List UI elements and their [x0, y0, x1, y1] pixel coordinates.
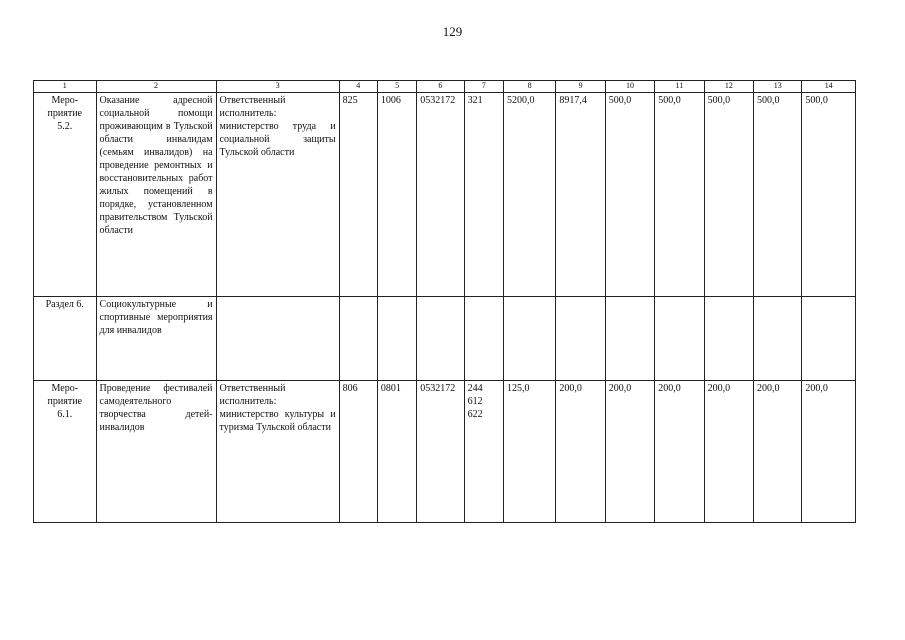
- header-cell: 4: [339, 81, 377, 93]
- program-table: [33, 80, 856, 523]
- cell-c9: 200,0: [556, 381, 605, 523]
- header-cell: 8: [503, 81, 555, 93]
- row-label: [34, 93, 97, 297]
- header-cell: 12: [704, 81, 753, 93]
- header-row: [34, 81, 856, 93]
- empty-cell: [704, 297, 753, 381]
- header-cell: 10: [605, 81, 654, 93]
- row-label: [34, 381, 97, 523]
- cell-c5: 1006: [377, 93, 416, 297]
- cell-c13: 200,0: [754, 381, 802, 523]
- row-executor: Ответственный исполнитель: министерство культуры и туризма Тульской области: [216, 381, 339, 523]
- cell-c6: 0532172: [417, 93, 464, 297]
- empty-cell: [556, 297, 605, 381]
- cell-c12: 500,0: [704, 93, 753, 297]
- header-cell: 14: [802, 81, 856, 93]
- header-cell: 7: [464, 81, 503, 93]
- cell-c7-line: 321: [467, 95, 483, 106]
- row-description: Оказание адресной социальной помощи проживающим в Тульской области инвалидам (семьям инвалидов) на проведение ремонтных и восстановительных работ жилых помещений в порядке, установленном правительством Тульской области: [96, 93, 216, 297]
- table-row: [34, 297, 856, 381]
- cell-c9: 8917,4: [556, 93, 605, 297]
- row-label-line: 6.1.: [57, 409, 73, 420]
- cell-c8: 125,0: [503, 381, 555, 523]
- cell-c5: 0801: [377, 381, 416, 523]
- row-label: Раздел 6.: [34, 297, 97, 381]
- cell-c4: 825: [339, 93, 377, 297]
- cell-c10: 500,0: [605, 93, 654, 297]
- empty-cell: [802, 297, 856, 381]
- header-cell: 1: [34, 81, 97, 93]
- header-cell: 13: [754, 81, 802, 93]
- row-label-line: приятие: [47, 396, 82, 407]
- cell-c12: 200,0: [704, 381, 753, 523]
- cell-c14: 500,0: [802, 93, 856, 297]
- empty-cell: [464, 297, 503, 381]
- row-label-line: 5.2.: [57, 121, 73, 132]
- row-label-line: Меро-: [51, 383, 79, 394]
- page-number: 129: [442, 24, 463, 39]
- cell-c7: [464, 381, 503, 523]
- header-cell: 3: [216, 81, 339, 93]
- cell-c8: 5200,0: [503, 93, 555, 297]
- row-executor: Ответственный исполнитель: министерство труда и социальной защиты Тульской области: [216, 93, 339, 297]
- table-row: [34, 381, 856, 523]
- row-label-line: приятие: [47, 108, 82, 119]
- header-cell: 5: [377, 81, 416, 93]
- header-cell: 2: [96, 81, 216, 93]
- cell-c14: 200,0: [802, 381, 856, 523]
- empty-cell: [377, 297, 416, 381]
- cell-c6: 0532172: [417, 381, 464, 523]
- cell-c4: 806: [339, 381, 377, 523]
- cell-c10: 200,0: [605, 381, 654, 523]
- cell-c11: 500,0: [655, 93, 704, 297]
- row-description: Социокультурные и спортивные мероприятия для инвалидов: [96, 297, 216, 381]
- empty-cell: [655, 297, 704, 381]
- row-label-line: Меро-: [51, 95, 79, 106]
- empty-cell: [417, 297, 464, 381]
- header-cell: 6: [417, 81, 464, 93]
- header-cell: 11: [655, 81, 704, 93]
- cell-c13: 500,0: [754, 93, 802, 297]
- row-description: Проведение фестивалей самодеятельного творчества детей-инвалидов: [96, 381, 216, 523]
- empty-cell: [754, 297, 802, 381]
- cell-c7-line: 244: [467, 383, 483, 394]
- table-row: [34, 93, 856, 297]
- cell-c11: 200,0: [655, 381, 704, 523]
- cell-c7-line: 612: [467, 396, 483, 407]
- cell-c7: [464, 93, 503, 297]
- empty-cell: [503, 297, 555, 381]
- empty-cell: [605, 297, 654, 381]
- cell-c7-line: 622: [467, 409, 483, 420]
- header-cell: 9: [556, 81, 605, 93]
- empty-cell: [216, 297, 339, 381]
- empty-cell: [339, 297, 377, 381]
